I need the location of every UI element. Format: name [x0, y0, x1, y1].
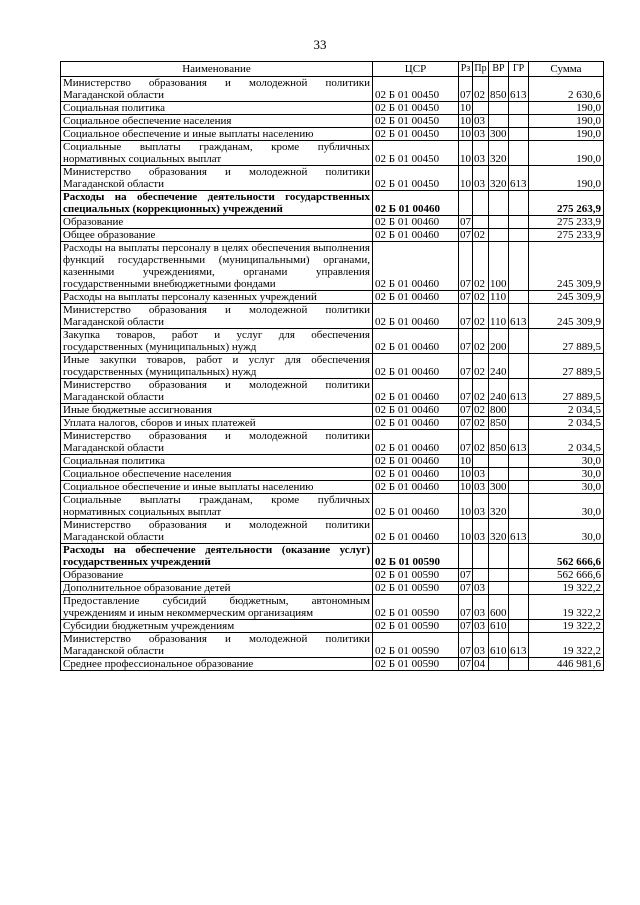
- row-sum: 275 233,9: [529, 229, 604, 242]
- row-csr: 02 Б 01 00460: [373, 354, 459, 379]
- row-rz: 07: [460, 417, 471, 429]
- row-name: Уплата налогов, сборов и иных платежей: [61, 417, 373, 430]
- row-sum: 446 981,6: [529, 658, 604, 671]
- row-pr: [473, 544, 489, 569]
- row-pr: 03: [473, 633, 489, 658]
- row-gr: [509, 404, 529, 417]
- row-name: Закупка товаров, работ и услуг для обеспечения государственных (муниципальных) нужд: [61, 329, 373, 354]
- row-sum: 245 309,9: [529, 291, 604, 304]
- table-row: [61, 430, 604, 455]
- row-gr: [509, 229, 529, 242]
- row-pr: 02: [473, 77, 489, 102]
- row-gr: 613: [509, 166, 529, 191]
- row-csr: 02 Б 01 00460: [373, 229, 459, 242]
- row-sum: 562 666,6: [529, 544, 604, 569]
- row-sum: 2 034,5: [529, 404, 604, 417]
- row-vr: [489, 102, 509, 115]
- row-gr: [509, 128, 529, 141]
- row-vr: [489, 658, 509, 671]
- table-row: [61, 494, 604, 519]
- row-csr: 02 Б 01 00460: [373, 481, 459, 494]
- table-row: [61, 455, 604, 468]
- row-sum: 245 309,9: [529, 242, 604, 291]
- row-sum: 27 889,5: [529, 354, 604, 379]
- row-pr: 03: [473, 519, 489, 544]
- table-row: [61, 379, 604, 404]
- row-sum: 275 233,9: [529, 216, 604, 229]
- row-sum: 30,0: [529, 519, 604, 544]
- row-name: Социальная политика: [61, 102, 373, 115]
- table-row: [61, 242, 604, 291]
- row-gr: [509, 569, 529, 582]
- row-sum: 2 034,5: [529, 430, 604, 455]
- row-gr: 613: [509, 77, 529, 102]
- row-csr: 02 Б 01 00460: [373, 329, 459, 354]
- row-csr: 02 Б 01 00590: [373, 620, 459, 633]
- row-name: Среднее профессиональное образование: [61, 658, 373, 671]
- row-gr: [509, 329, 529, 354]
- row-vr: [489, 216, 509, 229]
- row-name: Субсидии бюджетным учреждениям: [61, 620, 373, 633]
- table-row: [61, 141, 604, 166]
- row-pr: 03: [473, 620, 489, 633]
- row-rz: 10: [460, 102, 471, 114]
- row-rz: [459, 191, 473, 216]
- table-row: [61, 658, 604, 671]
- row-sum: 30,0: [529, 481, 604, 494]
- row-gr: 613: [509, 304, 529, 329]
- row-csr: 02 Б 01 00460: [373, 468, 459, 481]
- row-rz: 10: [460, 128, 471, 140]
- row-name: Предоставление субсидий бюджетным, автономным учреждениям и иным некоммерческим организациям: [61, 595, 373, 620]
- row-rz: 07: [460, 404, 471, 416]
- table-row: [61, 468, 604, 481]
- row-gr: 613: [509, 519, 529, 544]
- row-gr: [509, 191, 529, 216]
- row-name: Расходы на выплаты персоналу в целях обеспечения выполнения функций государственными (муниципальными) органами, казенными учреждениями, органами управления государственными внебюджетными фондами: [61, 242, 373, 291]
- table-row: [61, 115, 604, 128]
- header-pr: Пр: [473, 62, 489, 77]
- row-pr: 03: [473, 141, 489, 166]
- row-vr: 320: [489, 494, 509, 519]
- row-pr: 02: [473, 354, 489, 379]
- row-rz: 07: [460, 658, 471, 670]
- row-csr: 02 Б 01 00590: [373, 595, 459, 620]
- header-csr: ЦСР: [373, 62, 459, 77]
- header-rz: Рз: [459, 62, 473, 77]
- row-pr: [473, 216, 489, 229]
- header-sum: Сумма: [529, 62, 604, 77]
- row-gr: [509, 620, 529, 633]
- page-number: 33: [313, 37, 327, 52]
- row-name: Министерство образования и молодежной политики Магаданской области: [61, 633, 373, 658]
- row-csr: 02 Б 01 00450: [373, 115, 459, 128]
- row-vr: [489, 191, 509, 216]
- row-csr: 02 Б 01 00590: [373, 582, 459, 595]
- row-pr: [473, 569, 489, 582]
- row-pr: 03: [473, 468, 489, 481]
- row-rz: 10: [459, 141, 473, 166]
- row-sum: 190,0: [529, 115, 604, 128]
- row-vr: 600: [489, 595, 509, 620]
- row-csr: 02 Б 01 00460: [373, 404, 459, 417]
- row-rz: 10: [459, 519, 473, 544]
- row-pr: 03: [473, 494, 489, 519]
- row-rz: 07: [459, 379, 473, 404]
- row-gr: [509, 102, 529, 115]
- table-row: [61, 216, 604, 229]
- row-name: Общее образование: [61, 229, 373, 242]
- row-sum: 30,0: [529, 494, 604, 519]
- table-row: [61, 166, 604, 191]
- row-name: Министерство образования и молодежной политики Магаданской области: [61, 430, 373, 455]
- row-csr: 02 Б 01 00460: [373, 216, 459, 229]
- row-sum: 190,0: [529, 102, 604, 115]
- row-vr: 320: [489, 519, 509, 544]
- row-csr: 02 Б 01 00460: [373, 430, 459, 455]
- row-sum: 27 889,5: [529, 329, 604, 354]
- row-vr: [489, 229, 509, 242]
- row-rz: 07: [459, 354, 473, 379]
- row-gr: [509, 455, 529, 468]
- row-csr: 02 Б 01 00450: [373, 102, 459, 115]
- row-gr: [509, 354, 529, 379]
- row-pr: 02: [473, 229, 489, 242]
- row-gr: 613: [509, 430, 529, 455]
- row-pr: 02: [473, 379, 489, 404]
- row-pr: 03: [473, 128, 489, 141]
- header-vr: ВР: [489, 62, 509, 77]
- row-sum: 30,0: [529, 468, 604, 481]
- row-name: Расходы на выплаты персоналу казенных учреждений: [61, 291, 373, 304]
- row-gr: [509, 544, 529, 569]
- table-row: [61, 620, 604, 633]
- row-name: Министерство образования и молодежной политики Магаданской области: [61, 379, 373, 404]
- row-gr: [509, 417, 529, 430]
- row-name: Образование: [61, 569, 373, 582]
- row-pr: 02: [473, 329, 489, 354]
- row-sum: 30,0: [529, 455, 604, 468]
- row-gr: 613: [509, 633, 529, 658]
- row-csr: 02 Б 01 00460: [373, 379, 459, 404]
- row-rz: 10: [459, 494, 473, 519]
- row-pr: [473, 102, 489, 115]
- row-gr: [509, 582, 529, 595]
- row-name: Социальное обеспечение населения: [61, 115, 373, 128]
- row-vr: 850: [489, 77, 509, 102]
- row-vr: [489, 455, 509, 468]
- row-vr: 240: [489, 354, 509, 379]
- row-csr: 02 Б 01 00590: [373, 569, 459, 582]
- table-header-row: [61, 62, 604, 77]
- row-rz: 10: [460, 455, 471, 467]
- row-sum: 2 630,6: [529, 77, 604, 102]
- table-row: [61, 191, 604, 216]
- row-gr: [509, 481, 529, 494]
- row-vr: 200: [489, 329, 509, 354]
- row-rz: [459, 544, 473, 569]
- row-rz: 07: [459, 633, 473, 658]
- row-name: Дополнительное образование детей: [61, 582, 373, 595]
- row-name: Социальные выплаты гражданам, кроме публичных нормативных социальных выплат: [61, 494, 373, 519]
- row-vr: 850: [489, 430, 509, 455]
- row-pr: [473, 455, 489, 468]
- row-csr: 02 Б 01 00460: [373, 519, 459, 544]
- table-row: [61, 519, 604, 544]
- row-rz: 07: [459, 304, 473, 329]
- row-sum: 275 263,9: [529, 191, 604, 216]
- row-name: Расходы на обеспечение деятельности государственных специальных (коррекционных) учреждений: [61, 191, 373, 216]
- row-sum: 190,0: [529, 166, 604, 191]
- row-name: Министерство образования и молодежной политики Магаданской области: [61, 77, 373, 102]
- row-gr: [509, 291, 529, 304]
- row-csr: 02 Б 01 00450: [373, 77, 459, 102]
- row-rz: 07: [460, 582, 471, 594]
- row-rz: 10: [460, 115, 471, 127]
- row-gr: [509, 115, 529, 128]
- row-gr: [509, 595, 529, 620]
- row-name: Иные бюджетные ассигнования: [61, 404, 373, 417]
- table-row: [61, 481, 604, 494]
- row-name: Социальное обеспечение и иные выплаты населению: [61, 128, 373, 141]
- row-name: Социальные выплаты гражданам, кроме публичных нормативных социальных выплат: [61, 141, 373, 166]
- row-vr: [489, 569, 509, 582]
- row-pr: 02: [473, 291, 489, 304]
- row-name: Иные закупки товаров, работ и услуг для обеспечения государственных (муниципальных) нужд: [61, 354, 373, 379]
- row-vr: 320: [489, 141, 509, 166]
- row-name: Расходы на обеспечение деятельности (оказание услуг) государственных учреждений: [61, 544, 373, 569]
- row-csr: 02 Б 01 00590: [373, 633, 459, 658]
- row-gr: [509, 141, 529, 166]
- row-rz: 07: [460, 229, 471, 241]
- row-rz: 07: [460, 291, 471, 303]
- row-vr: [489, 544, 509, 569]
- table-row: [61, 633, 604, 658]
- table-row: [61, 544, 604, 569]
- row-sum: 19 322,2: [529, 582, 604, 595]
- row-name: Министерство образования и молодежной политики Магаданской области: [61, 166, 373, 191]
- row-rz: 10: [460, 468, 471, 480]
- row-csr: 02 Б 01 00460: [373, 304, 459, 329]
- row-sum: 190,0: [529, 141, 604, 166]
- header-gr: ГР: [509, 62, 529, 77]
- row-pr: 02: [473, 242, 489, 291]
- row-vr: 610: [490, 620, 507, 632]
- table-row: [61, 354, 604, 379]
- row-rz: 10: [460, 481, 471, 493]
- row-rz: 07: [459, 595, 473, 620]
- row-csr: 02 Б 01 00590: [373, 658, 459, 671]
- row-name: Социальное обеспечение населения: [61, 468, 373, 481]
- row-pr: 03: [473, 166, 489, 191]
- row-vr: 300: [490, 128, 507, 140]
- row-rz: 10: [459, 166, 473, 191]
- row-gr: [509, 468, 529, 481]
- row-vr: 100: [489, 242, 509, 291]
- row-name: Министерство образования и молодежной политики Магаданской области: [61, 304, 373, 329]
- row-vr: 850: [490, 417, 507, 429]
- header-name: Наименование: [61, 62, 373, 77]
- row-pr: 02: [473, 404, 489, 417]
- row-pr: 03: [473, 582, 489, 595]
- row-pr: [473, 191, 489, 216]
- row-sum: 2 034,5: [529, 417, 604, 430]
- row-vr: 610: [489, 633, 509, 658]
- table-row: [61, 595, 604, 620]
- table-row: [61, 404, 604, 417]
- row-rz: 07: [459, 430, 473, 455]
- table-row: [61, 569, 604, 582]
- row-name: Социальное обеспечение и иные выплаты населению: [61, 481, 373, 494]
- row-rz: 07: [460, 569, 471, 581]
- table-row: [61, 291, 604, 304]
- row-csr: 02 Б 01 00590: [373, 544, 459, 569]
- row-sum: 27 889,5: [529, 379, 604, 404]
- row-vr: 110: [489, 291, 509, 304]
- row-rz: 07: [460, 216, 471, 228]
- row-sum: 19 322,2: [529, 595, 604, 620]
- row-gr: [509, 494, 529, 519]
- row-pr: 04: [473, 658, 489, 671]
- row-rz: 07: [459, 329, 473, 354]
- row-csr: 02 Б 01 00460: [373, 494, 459, 519]
- row-name: Министерство образования и молодежной политики Магаданской области: [61, 519, 373, 544]
- row-name: Образование: [61, 216, 373, 229]
- row-vr: 300: [490, 481, 507, 493]
- table-row: [61, 329, 604, 354]
- row-gr: 613: [509, 379, 529, 404]
- row-vr: [489, 115, 509, 128]
- row-csr: 02 Б 01 00450: [373, 128, 459, 141]
- table-row: [61, 229, 604, 242]
- row-gr: [509, 658, 529, 671]
- table-row: [61, 304, 604, 329]
- row-vr: 240: [489, 379, 509, 404]
- row-vr: 110: [489, 304, 509, 329]
- row-sum: 190,0: [529, 128, 604, 141]
- row-csr: 02 Б 01 00450: [373, 141, 459, 166]
- row-pr: 03: [473, 595, 489, 620]
- row-csr: 02 Б 01 00460: [373, 242, 459, 291]
- row-vr: [489, 582, 509, 595]
- row-pr: 03: [473, 115, 489, 128]
- table-row: [61, 77, 604, 102]
- row-csr: 02 Б 01 00450: [373, 166, 459, 191]
- table-row: [61, 582, 604, 595]
- row-rz: 07: [459, 242, 473, 291]
- row-sum: 19 322,2: [529, 620, 604, 633]
- row-pr: 02: [473, 417, 489, 430]
- row-sum: 19 322,2: [529, 633, 604, 658]
- row-vr: 320: [489, 166, 509, 191]
- table-row: [61, 128, 604, 141]
- row-pr: 03: [473, 481, 489, 494]
- row-gr: [509, 216, 529, 229]
- row-rz: 07: [460, 620, 471, 632]
- row-name: Социальная политика: [61, 455, 373, 468]
- row-csr: 02 Б 01 00460: [373, 455, 459, 468]
- row-gr: [509, 242, 529, 291]
- row-csr: 02 Б 01 00460: [373, 291, 459, 304]
- budget-table: [60, 61, 604, 671]
- row-pr: 02: [473, 430, 489, 455]
- table-row: [61, 417, 604, 430]
- row-pr: 02: [473, 304, 489, 329]
- row-vr: [489, 468, 509, 481]
- row-sum: 245 309,9: [529, 304, 604, 329]
- table-row: [61, 102, 604, 115]
- row-csr: 02 Б 01 00460: [373, 191, 459, 216]
- row-vr: 800: [490, 404, 507, 416]
- row-csr: 02 Б 01 00460: [373, 417, 459, 430]
- row-sum: 562 666,6: [529, 569, 604, 582]
- row-rz: 07: [459, 77, 473, 102]
